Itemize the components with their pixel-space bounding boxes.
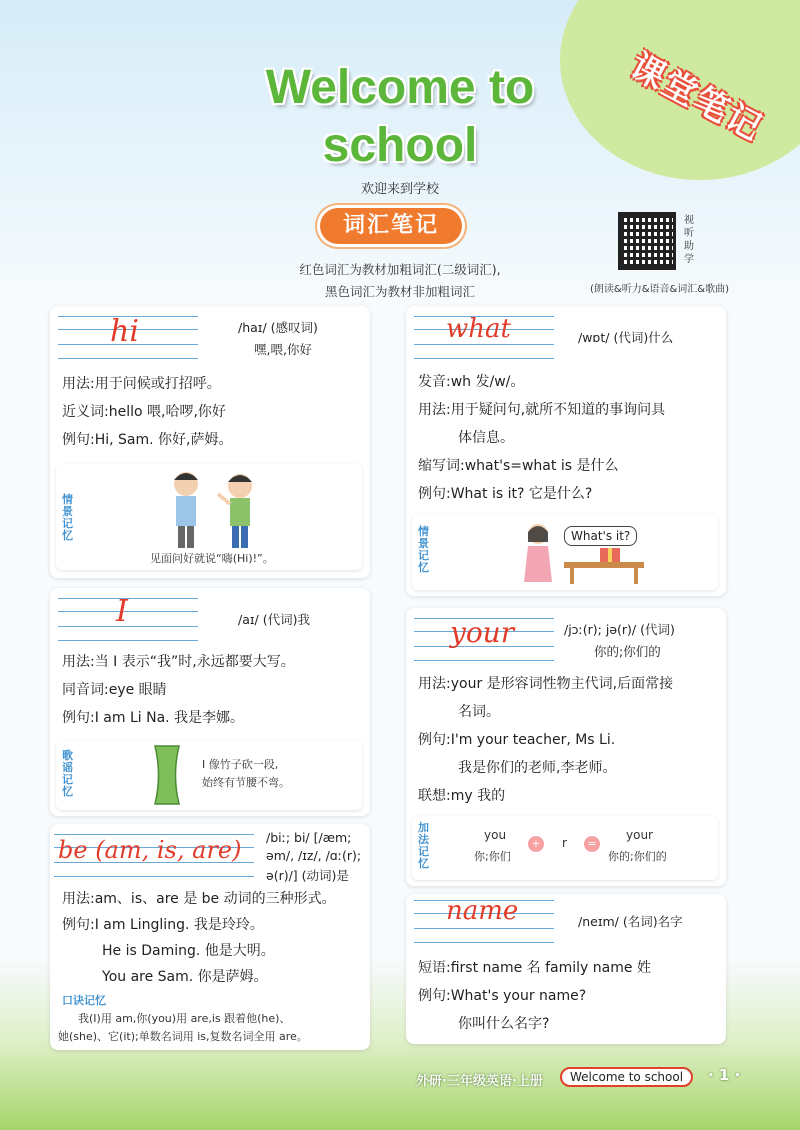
- addition-word: you: [484, 828, 507, 842]
- usage-line: 用法:your 是形容词性物主代词,后面常接: [418, 676, 674, 692]
- addition-meaning: 你;你们: [474, 850, 511, 863]
- usage-line: 用法:am、is、are 是 be 动词的三种形式。: [62, 891, 336, 907]
- qr-code[interactable]: [618, 212, 676, 270]
- usage-line: 短语:first name 名 family name 姓: [418, 960, 651, 976]
- page-title-line1: Welcome to: [265, 61, 535, 114]
- usage-line: 例句:Hi, Sam. 你好,萨姆。: [62, 432, 233, 448]
- usage-line: 例句:I'm your teacher, Ms Li.: [418, 732, 616, 748]
- meaning: 你的;你们的: [594, 644, 661, 659]
- vocab-badge: 词汇笔记: [320, 208, 462, 244]
- usage-line: 例句:I am Li Na. 我是李娜。: [62, 710, 245, 726]
- usage-text: [418, 670, 673, 810]
- page-subtitle: 欢迎来到学校: [360, 182, 439, 197]
- usage-text: [62, 648, 295, 732]
- phonetic: /neɪm/ (名词)名字: [578, 914, 683, 929]
- unit-badge: Welcome to school: [560, 1067, 693, 1087]
- rhyme-line: 她(she)、它(it);单数名词用 is,复数名词全用 are。: [58, 1030, 308, 1043]
- phonetic-line: əm/, /ɪz/, /ɑː(r);: [266, 848, 362, 863]
- usage-text: [418, 368, 665, 508]
- vocab-word: hi: [110, 314, 139, 349]
- scene-box: [56, 464, 362, 570]
- phonetic: /jɔː(r); jə(r)/ (代词): [564, 622, 675, 637]
- side-label: 情景记忆: [62, 493, 73, 542]
- plus-sign: +: [528, 836, 544, 852]
- vocab-word: what: [446, 314, 511, 344]
- side-label: 加法记忆: [418, 821, 429, 870]
- word-card-hi: [50, 306, 370, 578]
- qr-label: 视听助学: [684, 215, 694, 265]
- word-card-your: [406, 608, 726, 886]
- scene-box: [412, 514, 718, 590]
- usage-line: 用法:当 I 表示“我”时,永远都要大写。: [62, 654, 295, 670]
- usage-line: 缩写词:what's=what is 是什么: [418, 458, 619, 474]
- handwriting-lines: [58, 596, 198, 642]
- word-card-name: [406, 894, 726, 1044]
- usage-line: 用法:用于问候或打招呼。: [62, 376, 221, 392]
- addition-box: [412, 816, 718, 880]
- usage-text: [418, 954, 651, 1038]
- usage-text: [62, 370, 233, 454]
- usage-line: 我是你们的老师,李老师。: [458, 760, 617, 776]
- word-card-what: [406, 306, 726, 596]
- addition-letter: r: [562, 836, 567, 850]
- song-line: 始终有节腰不弯。: [202, 776, 290, 789]
- word-card-be: [50, 824, 370, 1050]
- legend-note-1: 红色词汇为教材加粗词汇(二级词汇),: [299, 262, 501, 277]
- addition-result-meaning: 你的;你们的: [608, 850, 667, 863]
- vocab-word: your: [450, 616, 515, 649]
- usage-line: 例句:What is it? 它是什么?: [418, 486, 593, 502]
- word-card-i: [50, 588, 370, 816]
- usage-line: He is Daming. 他是大明。: [102, 943, 275, 959]
- vocab-word: be (am, is, are): [58, 836, 242, 864]
- rhyme-title: 口诀记忆: [62, 994, 106, 1007]
- qr-caption: (朗读&听力&语音&词汇&歌曲): [590, 284, 729, 295]
- usage-line: 近义词:hello 喂,哈啰,你好: [62, 404, 226, 420]
- bamboo-icon: [152, 744, 182, 806]
- usage-line: 同音词:eye 眼睛: [62, 682, 167, 698]
- phonetic: /wɒt/ (代词)什么: [578, 330, 674, 345]
- usage-line: 发音:wh 发/w/。: [418, 374, 525, 390]
- usage-line: 联想:my 我的: [418, 788, 506, 804]
- side-label: 歌谣记忆: [62, 749, 73, 798]
- page-number: · 1 ·: [708, 1066, 741, 1084]
- usage-line: 你叫什么名字?: [458, 1016, 550, 1032]
- vocab-word: name: [446, 896, 519, 926]
- usage-line: 体信息。: [458, 430, 514, 446]
- boys-greeting-illustration: [156, 466, 276, 550]
- book-title: 外研·三年级英语·上册: [416, 1074, 543, 1089]
- usage-line: You are Sam. 你是萨姆。: [102, 969, 268, 985]
- page-title-line2: school: [322, 119, 478, 172]
- side-label: 情景记忆: [418, 525, 429, 574]
- equals-sign: =: [584, 836, 600, 852]
- meaning: 嘿,喂,你好: [254, 342, 312, 357]
- speech-bubble: What's it?: [564, 526, 637, 546]
- phonetic-line: /biː; bi/ [/æm;: [266, 830, 352, 845]
- scene-caption: 见面问好就说“嗨(Hi)!”。: [150, 552, 274, 565]
- usage-line: 例句:What's your name?: [418, 988, 587, 1004]
- rhyme-line: 我(I)用 am,你(you)用 are,is 跟着他(he)、: [78, 1012, 291, 1025]
- phonetic: /aɪ/ (代词)我: [238, 612, 310, 627]
- phonetic: /haɪ/ (感叹词): [238, 320, 318, 335]
- vocab-word: I: [116, 594, 128, 629]
- usage-line: 用法:用于疑问句,就所不知道的事询问具: [418, 402, 666, 418]
- addition-result: your: [626, 828, 653, 842]
- song-line: I 像竹子砍一段,: [202, 758, 279, 771]
- song-box: [56, 740, 362, 810]
- legend-note-2: 黑色词汇为教材非加粗词汇: [324, 284, 475, 299]
- phonetic-line: ə(r)/] (动词)是: [266, 868, 349, 883]
- usage-line: 例句:I am Lingling. 我是玲玲。: [62, 917, 264, 933]
- section-badge: 课堂笔记: [623, 46, 770, 150]
- usage-text: [62, 886, 336, 990]
- usage-line: 名词。: [458, 704, 500, 720]
